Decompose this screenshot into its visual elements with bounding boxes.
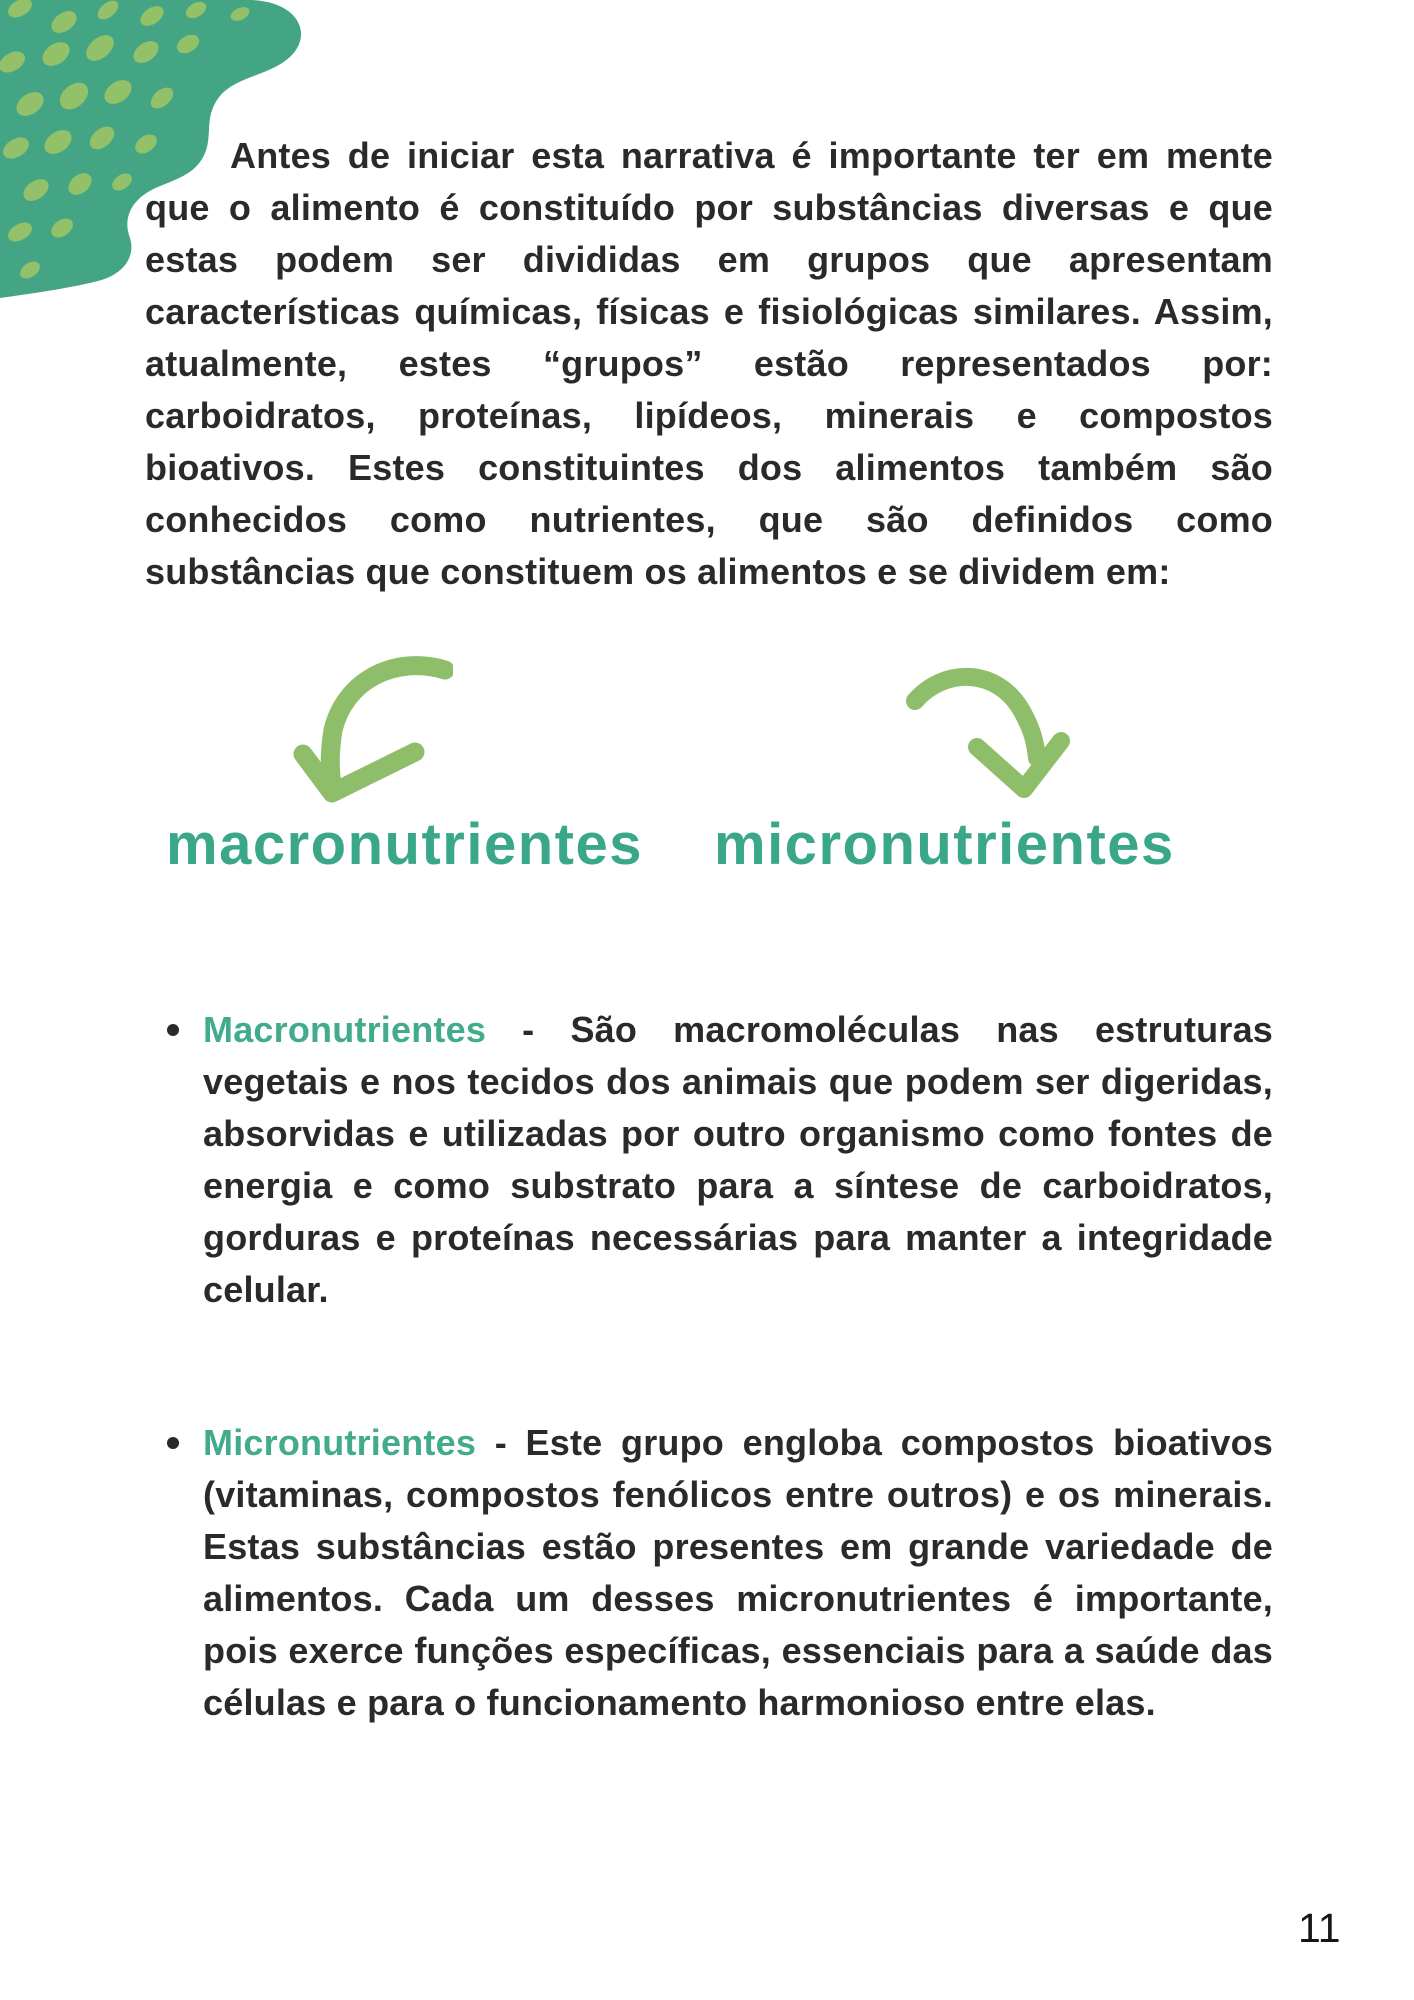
arrow-down-left-icon bbox=[283, 653, 453, 813]
bullet-text-macronutrientes bbox=[203, 1004, 1273, 1316]
bullet-item-macronutrientes bbox=[203, 1004, 1273, 1316]
bullet-body-micronutrientes: - Este grupo engloba compostos bioativos (vitaminas, compostos fenólicos entre outros) e os minerais. Estas substâncias estão presentes em grande variedade de alimentos. Cada um desses micronutrientes é importante, pois exerce funções específicas, essenciais para a saúde das células e para o funcionamento harmonioso entre elas. bbox=[203, 1422, 1273, 1723]
nutrient-bullet-list bbox=[203, 1004, 1273, 1729]
bullet-item-micronutrientes bbox=[203, 1417, 1273, 1729]
arrow-down-right-icon bbox=[903, 663, 1073, 808]
intro-paragraph: Antes de iniciar esta narrativa é importante ter em mente que o alimento é constituído por substâncias diversas e que estas podem ser divididas em grupos que apresentam características químicas, físicas e fisiológicas similares. Assim, atualmente, estes “grupos” estão representados por: carboidratos, proteínas, lipídeos, minerais e compostos bioativos. Estes constituintes dos alimentos também são conhecidos como nutrientes, que são definidos como substâncias que constituem os alimentos e se dividem em: bbox=[145, 135, 1273, 592]
bullet-label-macronutrientes: Macronutrientes bbox=[203, 1009, 487, 1050]
page-number: 11 bbox=[1298, 1905, 1341, 1951]
bullet-label-micronutrientes: Micronutrientes bbox=[203, 1422, 477, 1463]
bullet-dot bbox=[167, 1437, 179, 1449]
bullet-text-micronutrientes bbox=[203, 1417, 1273, 1729]
bullet-body-macronutrientes: - São macromoléculas nas estruturas vegetais e nos tecidos dos animais que podem ser digeridas, absorvidas e utilizadas por outro organismo como fontes de energia e como substrato para a síntese de carboidratos, gorduras e proteínas necessárias para manter a integridade celular. bbox=[203, 1009, 1274, 1310]
display-word-micronutrientes: micronutrientes bbox=[714, 812, 1175, 877]
bullet-dot bbox=[167, 1024, 179, 1036]
display-word-macronutrientes: macronutrientes bbox=[166, 812, 643, 877]
